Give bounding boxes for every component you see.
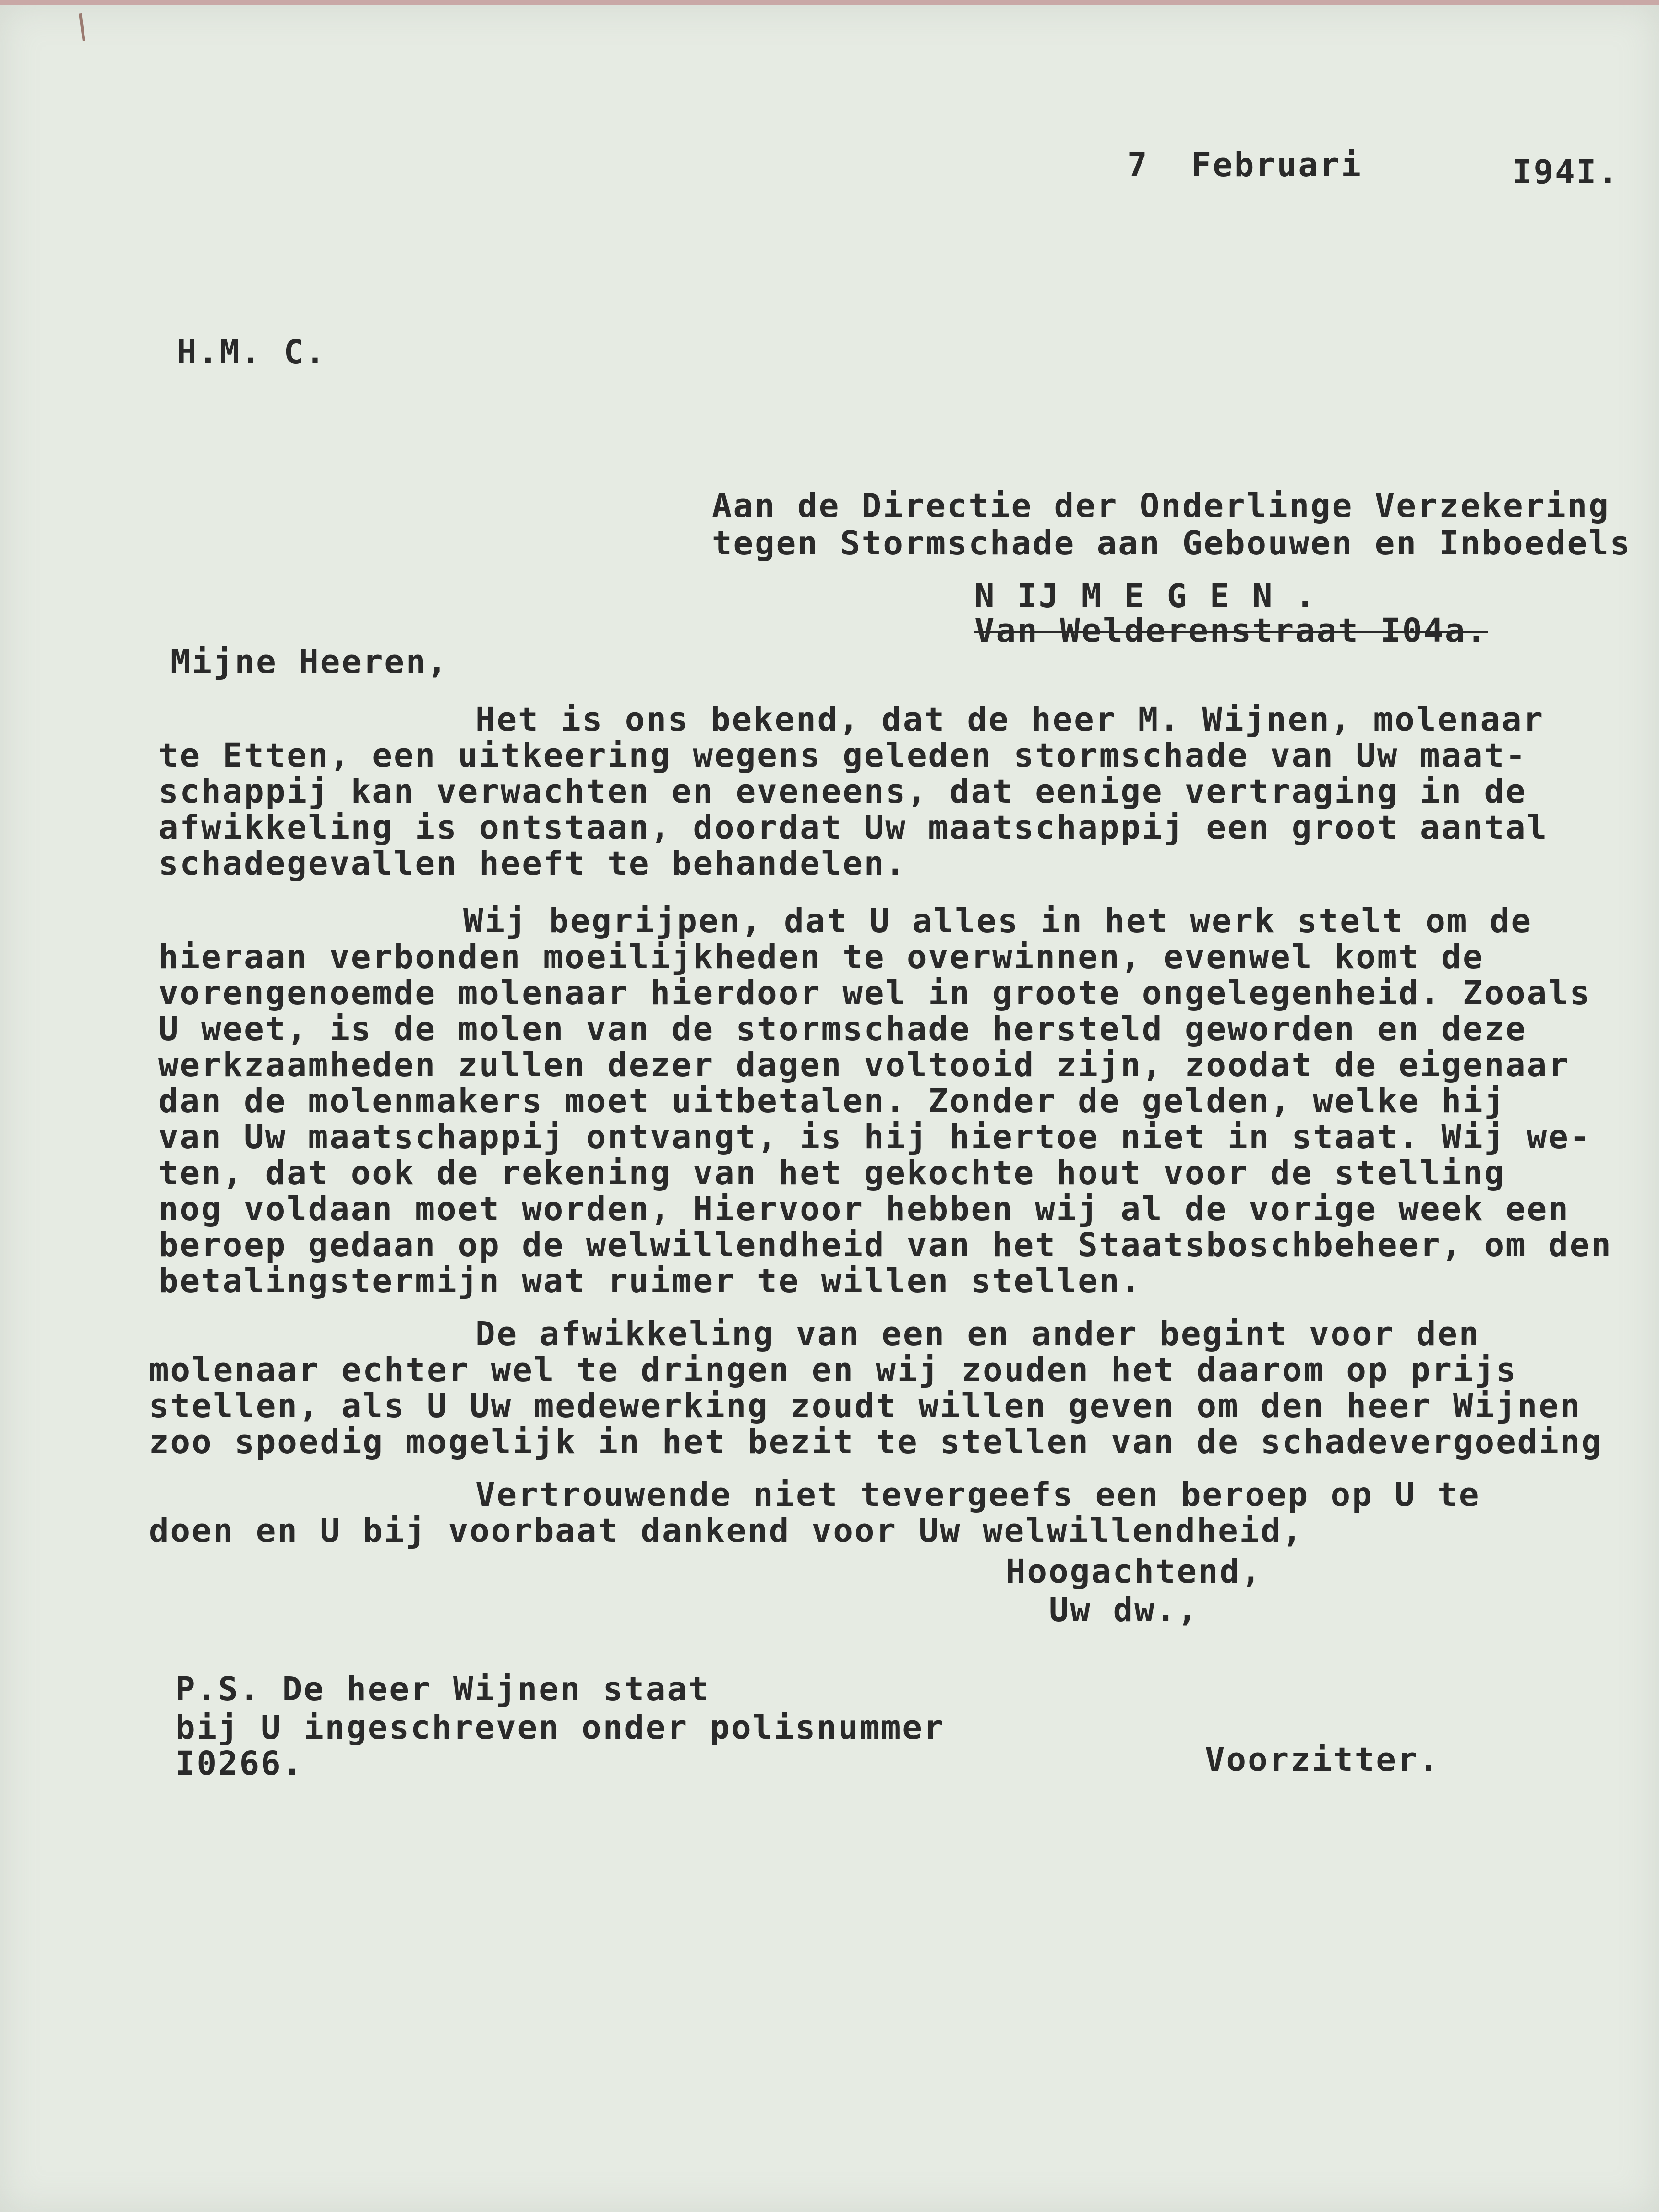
body-line: Vertrouwende niet tevergeefs een beroep op U te [475, 1476, 1480, 1514]
body-line: vorengenoemde molenaar hierdoor wel in groote ongelegenheid. Zooals [158, 974, 1591, 1012]
body-line: van Uw maatschappij ontvangt, is hij hiertoe niet in staat. Wij we- [158, 1118, 1591, 1156]
postscript-line: I0266. [175, 1744, 304, 1783]
letter-year: I94I. [1512, 153, 1619, 192]
body-line: betalingstermijn wat ruimer te willen stellen. [158, 1262, 1142, 1300]
body-line: beroep gedaan op de welwillendheid van het Staatsboschbeheer, om den [158, 1226, 1612, 1264]
body-line: afwikkeling is ontstaan, doordat Uw maatschappij een groot aantal [158, 808, 1549, 847]
salutation: Mijne Heeren, [170, 643, 449, 681]
body-line: Het is ons bekend, dat de heer M. Wijnen, molenaar [475, 700, 1545, 739]
body-line: schadegevallen heeft te behandelen. [158, 844, 907, 883]
signature-title: Voorzitter. [1205, 1741, 1440, 1779]
letter-date: 7 Februari [1127, 146, 1362, 184]
body-line: schappij kan verwachten en eveneens, dat eenige vertraging in de [158, 772, 1527, 811]
addressee-line-2: tegen Stormschade aan Gebouwen en Inboedels [712, 524, 1632, 563]
body-line: nog voldaan moet worden, Hiervoor hebben wij al de vorige week een [158, 1190, 1570, 1228]
body-line: stellen, als U Uw medewerking zoudt willen geven om den heer Wijnen [149, 1387, 1582, 1425]
sender-initials: H.M. C. [177, 333, 326, 372]
body-line: zoo spoedig mogelijk in het bezit te stellen van de schadevergoeding [149, 1423, 1603, 1461]
postscript-line: bij U ingeschreven onder polisnummer [175, 1708, 945, 1747]
letter-page [0, 5, 1659, 2212]
body-line: te Etten, een uitkeering wegens geleden stormschade van Uw maat- [158, 736, 1527, 775]
closing-greeting: Hoogachtend, [1006, 1552, 1262, 1591]
addressee-city: N IJ M E G E N . [974, 577, 1317, 615]
addressee-line-1: Aan de Directie der Onderlinge Verzekering [712, 487, 1610, 525]
body-line: U weet, is de molen van de stormschade hersteld geworden en deze [158, 1010, 1527, 1048]
body-line: De afwikkeling van een en ander begint voor den [475, 1315, 1480, 1353]
body-line: ten, dat ook de rekening van het gekochte hout voor de stelling [158, 1154, 1506, 1192]
body-line: werkzaamheden zullen dezer dagen voltooid zijn, zoodat de eigenaar [158, 1046, 1570, 1084]
body-line: Wij begrijpen, dat U alles in het werk stelt om de [463, 902, 1533, 940]
pencil-mark [79, 13, 85, 41]
body-line: dan de molenmakers moet uitbetalen. Zonder de gelden, welke hij [158, 1082, 1506, 1120]
body-line: molenaar echter wel te dringen en wij zouden het daarom op prijs [149, 1351, 1517, 1389]
postscript-line: P.S. De heer Wijnen staat [175, 1670, 710, 1708]
closing-signoff: Uw dw., [1049, 1591, 1199, 1629]
body-line: hieraan verbonden moeilijkheden te overwinnen, evenwel komt de [158, 938, 1484, 976]
body-line: doen en U bij voorbaat dankend voor Uw welwillendheid, [149, 1512, 1304, 1550]
addressee-street: Van Welderenstraat I04a. [974, 612, 1488, 650]
